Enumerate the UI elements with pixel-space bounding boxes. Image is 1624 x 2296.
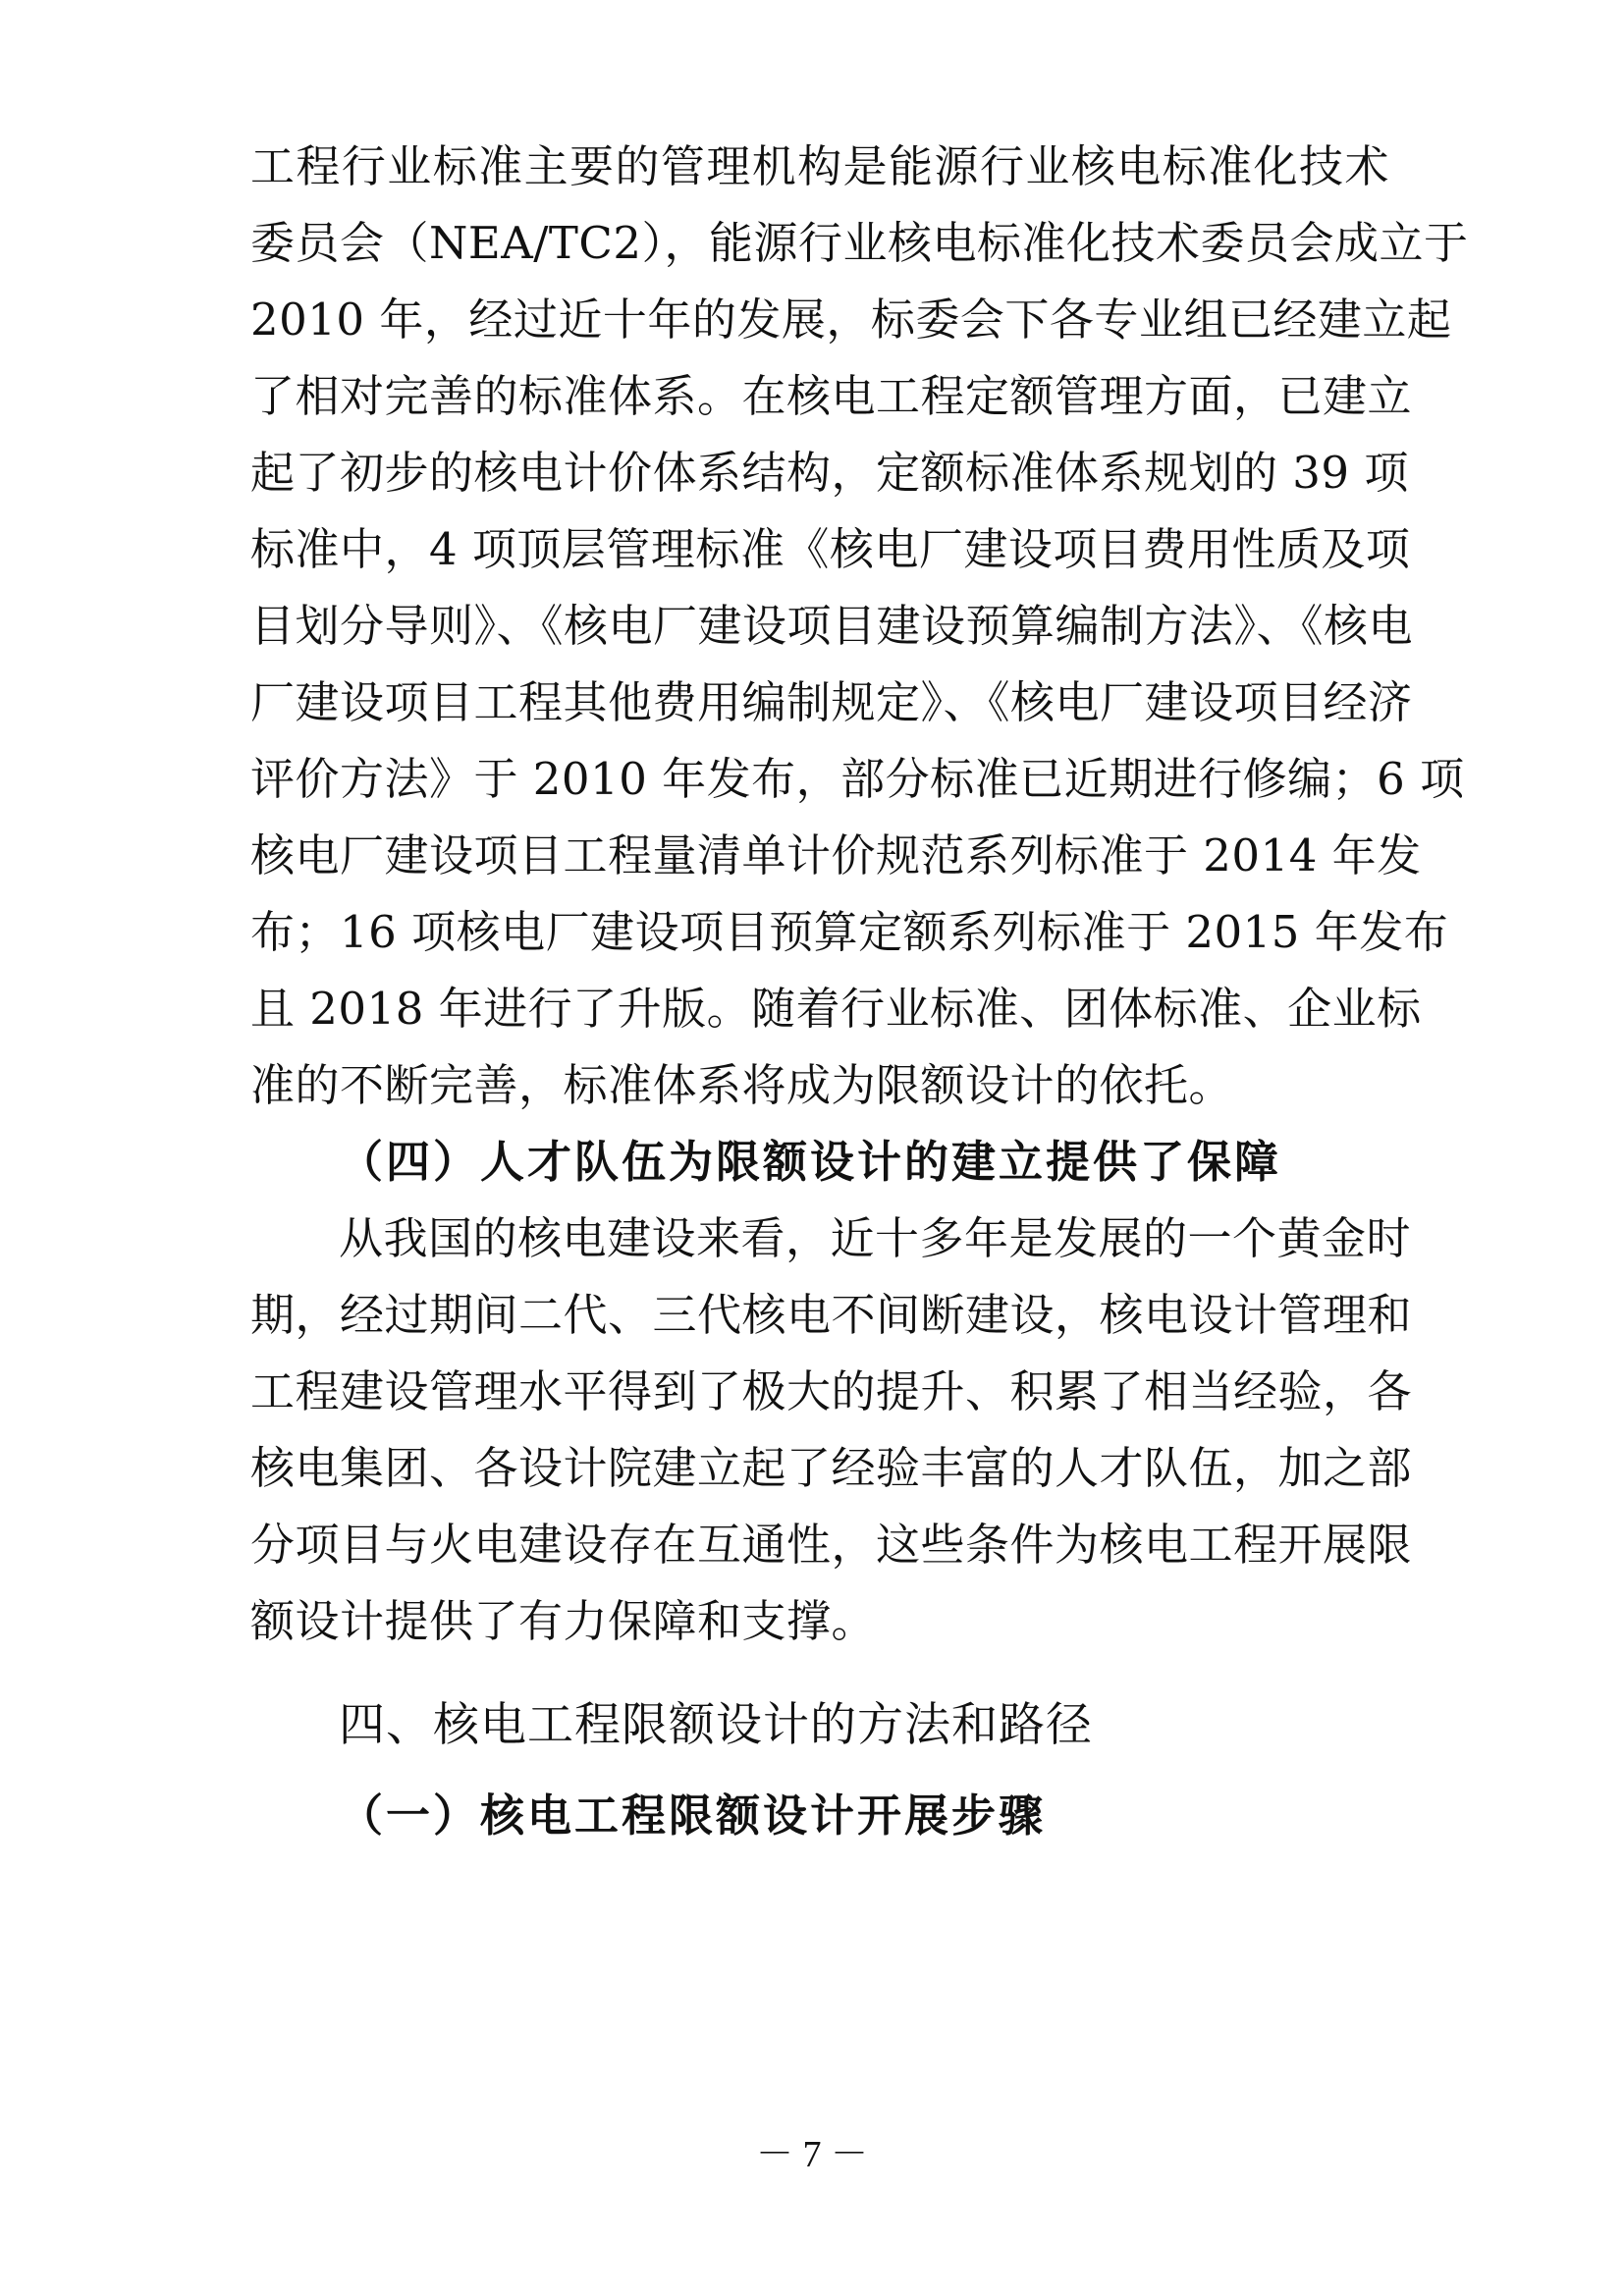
paragraph-line: 且 2018 年进行了升版。随着行业标准、团体标准、企业标: [250, 983, 1422, 1035]
paragraph-line: 标准中，4 项顶层管理标准《核电厂建设项目费用性质及项: [250, 523, 1411, 575]
paragraph-line: 从我国的核电建设来看，近十多年是发展的一个黄金时: [339, 1212, 1412, 1264]
page-number: － 7 －: [755, 2134, 868, 2175]
paragraph-line: 评价方法》于 2010 年发布，部分标准已近期进行修编；6 项: [250, 753, 1465, 805]
paragraph-line: 工程行业标准主要的管理机构是能源行业核电标准化技术: [250, 140, 1389, 192]
paragraph-line: 准的不断完善，标准体系将成为限额设计的依托。: [250, 1059, 1234, 1111]
paragraph-line: 工程建设管理水平得到了极大的提升、积累了相当经验，各: [250, 1365, 1413, 1417]
paragraph-line: 起了初步的核电计价体系结构，定额标准体系规划的 39 项: [250, 447, 1409, 499]
paragraph-line: 了相对完善的标准体系。在核电工程定额管理方面，已建立: [250, 370, 1413, 422]
paragraph-line: 分项目与火电建设存在互通性，这些条件为核电工程开展限: [250, 1519, 1413, 1571]
subsection-heading: （四）人才队伍为限额设计的建立提供了保障: [339, 1136, 1282, 1188]
section-heading: 四、核电工程限额设计的方法和路径: [339, 1698, 1093, 1752]
paragraph-line: 委员会（NEA/TC2），能源行业核电标准化技术委员会成立于: [250, 217, 1469, 269]
paragraph-line: 厂建设项目工程其他费用编制规定》、《核电厂建设项目经济: [250, 676, 1413, 728]
paragraph-line: 额设计提供了有力保障和支撑。: [250, 1595, 877, 1647]
paragraph-line: 核电厂建设项目工程量清单计价规范系列标准于 2014 年发: [250, 829, 1422, 881]
paragraph-line: 2010 年，经过近十年的发展，标委会下各专业组已经建立起: [250, 294, 1452, 346]
subsection-heading: （一）核电工程限额设计开展步骤: [339, 1789, 1047, 1842]
paragraph-line: 目划分导则》、《核电厂建设项目建设预算编制方法》、《核电: [250, 600, 1414, 652]
paragraph-line: 核电集团、各设计院建立起了经验丰富的人才队伍，加之部: [250, 1442, 1413, 1494]
paragraph-line: 期，经过期间二代、三代核电不间断建设，核电设计管理和: [250, 1289, 1413, 1341]
paragraph-line: 布；16 项核电厂建设项目预算定额系列标准于 2015 年发布: [250, 906, 1449, 958]
